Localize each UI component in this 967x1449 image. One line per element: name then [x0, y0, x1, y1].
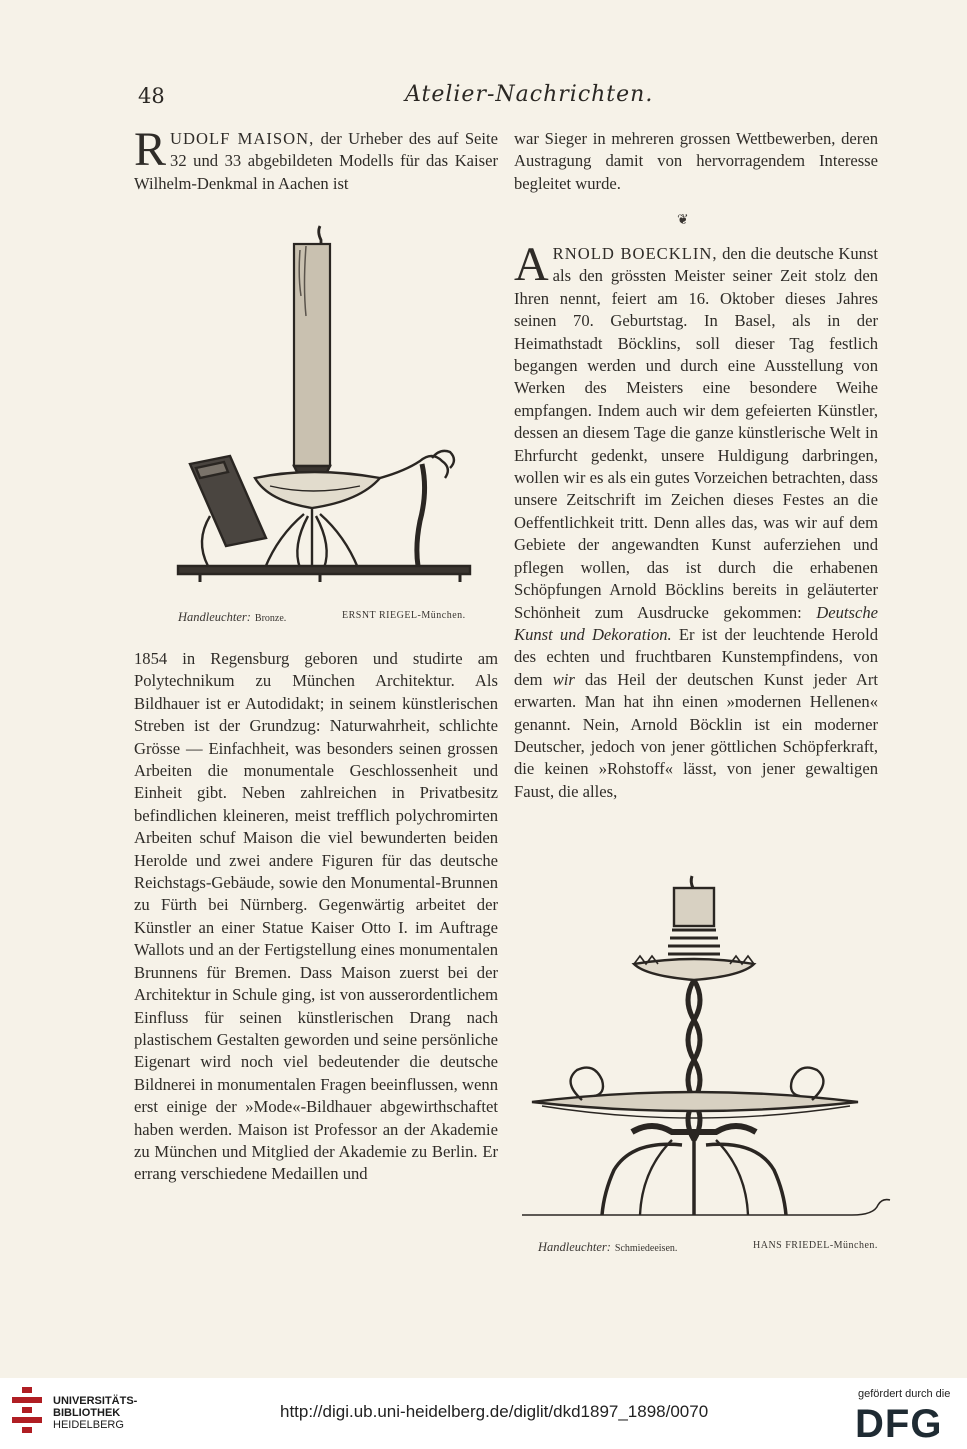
continuation-text: war Sieger in mehreren grossen Wettbewerben, deren Austragung damit von hervorragendem Interesse begleitet wurde.: [514, 129, 878, 193]
figure2-material: Schmiedeeisen.: [614, 1243, 678, 1254]
library-name[interactable]: [53, 1395, 137, 1431]
boecklin-text-a: den die deutsche Kunst als den grössten Meister seiner Zeit stolz den Ihren nennt, feiert am 16. Oktober dieses Jahres seinen 70. Geburtstag. In Basel, als in der Heimathstadt Böcklins, soll dieser Tag festlich begangen werden und durch eine Ausstellung von Werken des Meisters eine besondere Weihe empfangen. Indem auch wir dem gefeierten Künstler, dessen an diesem Tage die ganze künstlerische Welt in Ehrfurcht gedenkt, unsere Huldigung darbringen, wollen wir es als ein gutes Vorzeichen betrachten, dass unsere Zeitschrift im Zeichen dieses Festes an die Oeffentlichkeit tritt. Denn alles das, was wir auf dem Gebiete der angewandten Kunst auferziehen und pflegen wollen, das ist durch die erhabenen Schöpfungen Arnold Böcklins bereits in geläuterter Schönheit zum Ausdrucke gekommen:: [514, 244, 878, 622]
candlestick-iron-illustration: [522, 870, 892, 1230]
figure2-author: HANS FRIEDEL-München.: [753, 1240, 878, 1251]
boecklin-text-c: das Heil der deutschen Kunst jeder Art erwarten. Man hat ihn einen »modernen Hellenen« genannt. Nein, Arnold Böcklin ist ein moderner Deutscher, jedoch von jener göttlichen Schöpferkraft, die keinen »Rohstoff« lässt, von jener gewaltigen Faust, die alles,: [514, 669, 878, 801]
article-maison-body: [134, 648, 498, 1186]
boecklin-text-b: Er ist der leuchtende Herold des echten und fruchtbaren Kunstempfindens, von dem: [514, 624, 878, 689]
university-library-logo-icon: [8, 1387, 46, 1439]
figure1-caption: [178, 608, 498, 626]
section-ornament: ❦: [677, 212, 689, 228]
emphasis-wir: wir: [552, 669, 575, 689]
permalink-url[interactable]: http://digi.ub.uni-heidelberg.de/diglit/dkd1897_1898/0070: [280, 1402, 709, 1421]
figure1-material: Bronze.: [254, 613, 287, 624]
drop-cap-r: R: [134, 123, 167, 176]
journal-title: Deutsche Kunst und Dekoration.: [514, 602, 878, 644]
figure2-caption: [538, 1238, 898, 1256]
page-number: 48: [138, 84, 165, 108]
drop-cap-a: A: [514, 238, 549, 291]
maison-body-text: 1854 in Regensburg geboren und studirte am Polytechnikum zu München Architektur. Als Bildhauer ist er Autodidakt; in seinem künstlerischen Streben ist der Grundzug: Naturwahrheit, schlichte Grösse — Einfachheit, was besonders seinen grossen Arbeiten die monumentale Geschlossenheit und Einheit gibt. Neben zahlreichen in Privatbesitz befindlichen kleineren, meist trefflich polychromirten Arbeiten schuf Maison die viel bewunderten beiden Herolde und zwei andere Figuren für das deutsche Reichstags-Gebäude, sowie den Monumental-Brunnen zu Fürth bei Nürnberg. Gegenwärtig arbeitet der Künstler an einer Statue Kaiser Otto I. im Auftrage Wallots und an der Fertigstellung eines monumentalen Brunnens für Bremen. Dass Maison zuerst bei der Architektur in Schule ging, ist von ausserordentlichem Einfluss für seinen künstlerischen Drang nach plastischem Gestalten geworden und seine persönliche Eigenart wird noch viel bedeutender die deutsche Bildnerei in monumentalen Fragen beeinflussen, wenn erst einige der »Mode«-Bildhauer abgewirthschaftet haben werden. Maison ist Professor an der Akademie zu München und Mitglied der Akademie zu Berlin. Er errang verschiedene Medaillen und: [134, 649, 498, 1184]
running-title: Atelier-Nachrichten.: [405, 82, 654, 107]
library-name-line3: HEIDELBERG: [53, 1419, 124, 1431]
article-maison-intro: [134, 123, 498, 195]
figure1-author: ERSNT RIEGEL-München.: [342, 610, 466, 621]
viewer-footer: [0, 1378, 967, 1449]
intro-text: der Urheber des auf Seite 32 und 33 abgebildeten Modells für das Kaiser Wilhelm-Denkmal in Aachen ist: [134, 129, 498, 193]
article-maison-continuation: [514, 128, 878, 195]
funding-note: gefördert durch die: [858, 1388, 951, 1400]
library-name-line1: UNIVERSITÄTS-: [53, 1395, 138, 1407]
figure1-label: Handleuchter:: [178, 610, 251, 624]
article-boecklin: [514, 238, 878, 803]
name-rudolf-maison: UDOLF MAISON,: [170, 129, 315, 148]
candlestick-bronze-illustration: [170, 216, 490, 594]
name-arnold-boecklin: RNOLD BOECKLIN,: [552, 244, 718, 263]
dfg-logo[interactable]: DFG: [855, 1402, 943, 1446]
figure2-label: Handleuchter:: [538, 1240, 611, 1254]
library-name-line2: BIBLIOTHEK: [53, 1407, 121, 1419]
